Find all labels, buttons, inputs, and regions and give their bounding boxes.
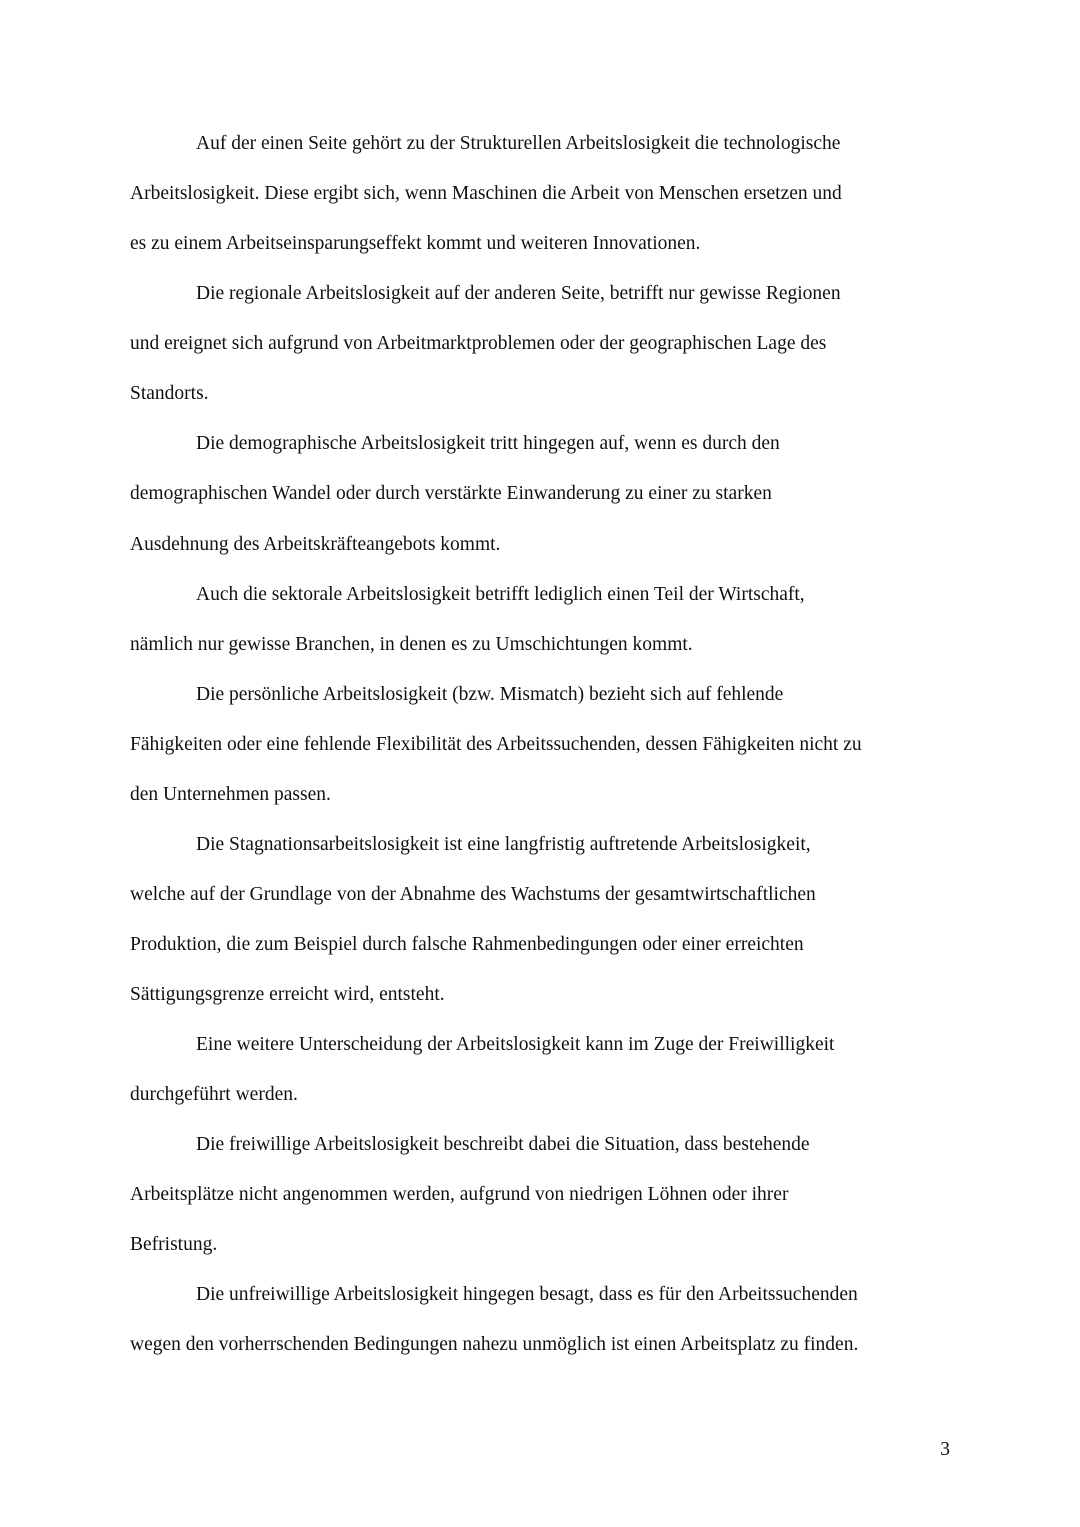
paragraph-3-line-2: demographischen Wandel oder durch verstärkte Einwanderung zu einer zu starken: [130, 483, 772, 504]
paragraph-6-line-4: Sättigungsgrenze erreicht wird, entsteht.: [130, 984, 445, 1005]
paragraph-8-line-3: Befristung.: [130, 1234, 218, 1255]
paragraph-5-line-2: Fähigkeiten oder eine fehlende Flexibilität des Arbeitssuchenden, dessen Fähigkeiten nicht zu: [130, 734, 862, 755]
paragraph-6-line-2: welche auf der Grundlage von der Abnahme des Wachstums der gesamtwirtschaftlichen: [130, 884, 816, 905]
paragraph-2-line-1: Die regionale Arbeitslosigkeit auf der anderen Seite, betrifft nur gewisse Regionen: [196, 283, 841, 304]
paragraph-4-line-1: Auch die sektorale Arbeitslosigkeit betrifft lediglich einen Teil der Wirtschaft,: [196, 584, 805, 605]
paragraph-3-line-1: Die demographische Arbeitslosigkeit tritt hingegen auf, wenn es durch den: [196, 433, 780, 454]
paragraph-6-line-3: Produktion, die zum Beispiel durch falsche Rahmenbedingungen oder einer erreichten: [130, 934, 804, 955]
paragraph-9-line-1: Die unfreiwillige Arbeitslosigkeit hingegen besagt, dass es für den Arbeitssuchenden: [196, 1284, 858, 1305]
paragraph-3-line-3: Ausdehnung des Arbeitskräfteangebots kommt.: [130, 534, 501, 555]
paragraph-5-line-1: Die persönliche Arbeitslosigkeit (bzw. Mismatch) bezieht sich auf fehlende: [196, 684, 784, 705]
paragraph-2-line-3: Standorts.: [130, 383, 209, 404]
paragraph-1-line-1: Auf der einen Seite gehört zu der Strukturellen Arbeitslosigkeit die technologische: [196, 133, 841, 154]
paragraph-6-line-1: Die Stagnationsarbeitslosigkeit ist eine langfristig auftretende Arbeitslosigkeit,: [196, 834, 811, 855]
paragraph-7-line-1: Eine weitere Unterscheidung der Arbeitslosigkeit kann im Zuge der Freiwilligkeit: [196, 1034, 835, 1055]
paragraph-9-line-2: wegen den vorherrschenden Bedingungen nahezu unmöglich ist einen Arbeitsplatz zu finden.: [130, 1334, 859, 1355]
paragraph-8-line-1: Die freiwillige Arbeitslosigkeit beschreibt dabei die Situation, dass bestehende: [196, 1134, 810, 1155]
paragraph-1-line-3: es zu einem Arbeitseinsparungseffekt kommt und weiteren Innovationen.: [130, 233, 701, 254]
paragraph-7-line-2: durchgeführt werden.: [130, 1084, 298, 1105]
paragraph-5-line-3: den Unternehmen passen.: [130, 784, 331, 805]
paragraph-8-line-2: Arbeitsplätze nicht angenommen werden, aufgrund von niedrigen Löhnen oder ihrer: [130, 1184, 789, 1205]
paragraph-1-line-2: Arbeitslosigkeit. Diese ergibt sich, wenn Maschinen die Arbeit von Menschen ersetzen und: [130, 183, 842, 204]
paragraph-4-line-2: nämlich nur gewisse Branchen, in denen es zu Umschichtungen kommt.: [130, 634, 693, 655]
paragraph-2-line-2: und ereignet sich aufgrund von Arbeitmarktproblemen oder der geographischen Lage des: [130, 333, 827, 354]
page-number: 3: [940, 1439, 950, 1460]
